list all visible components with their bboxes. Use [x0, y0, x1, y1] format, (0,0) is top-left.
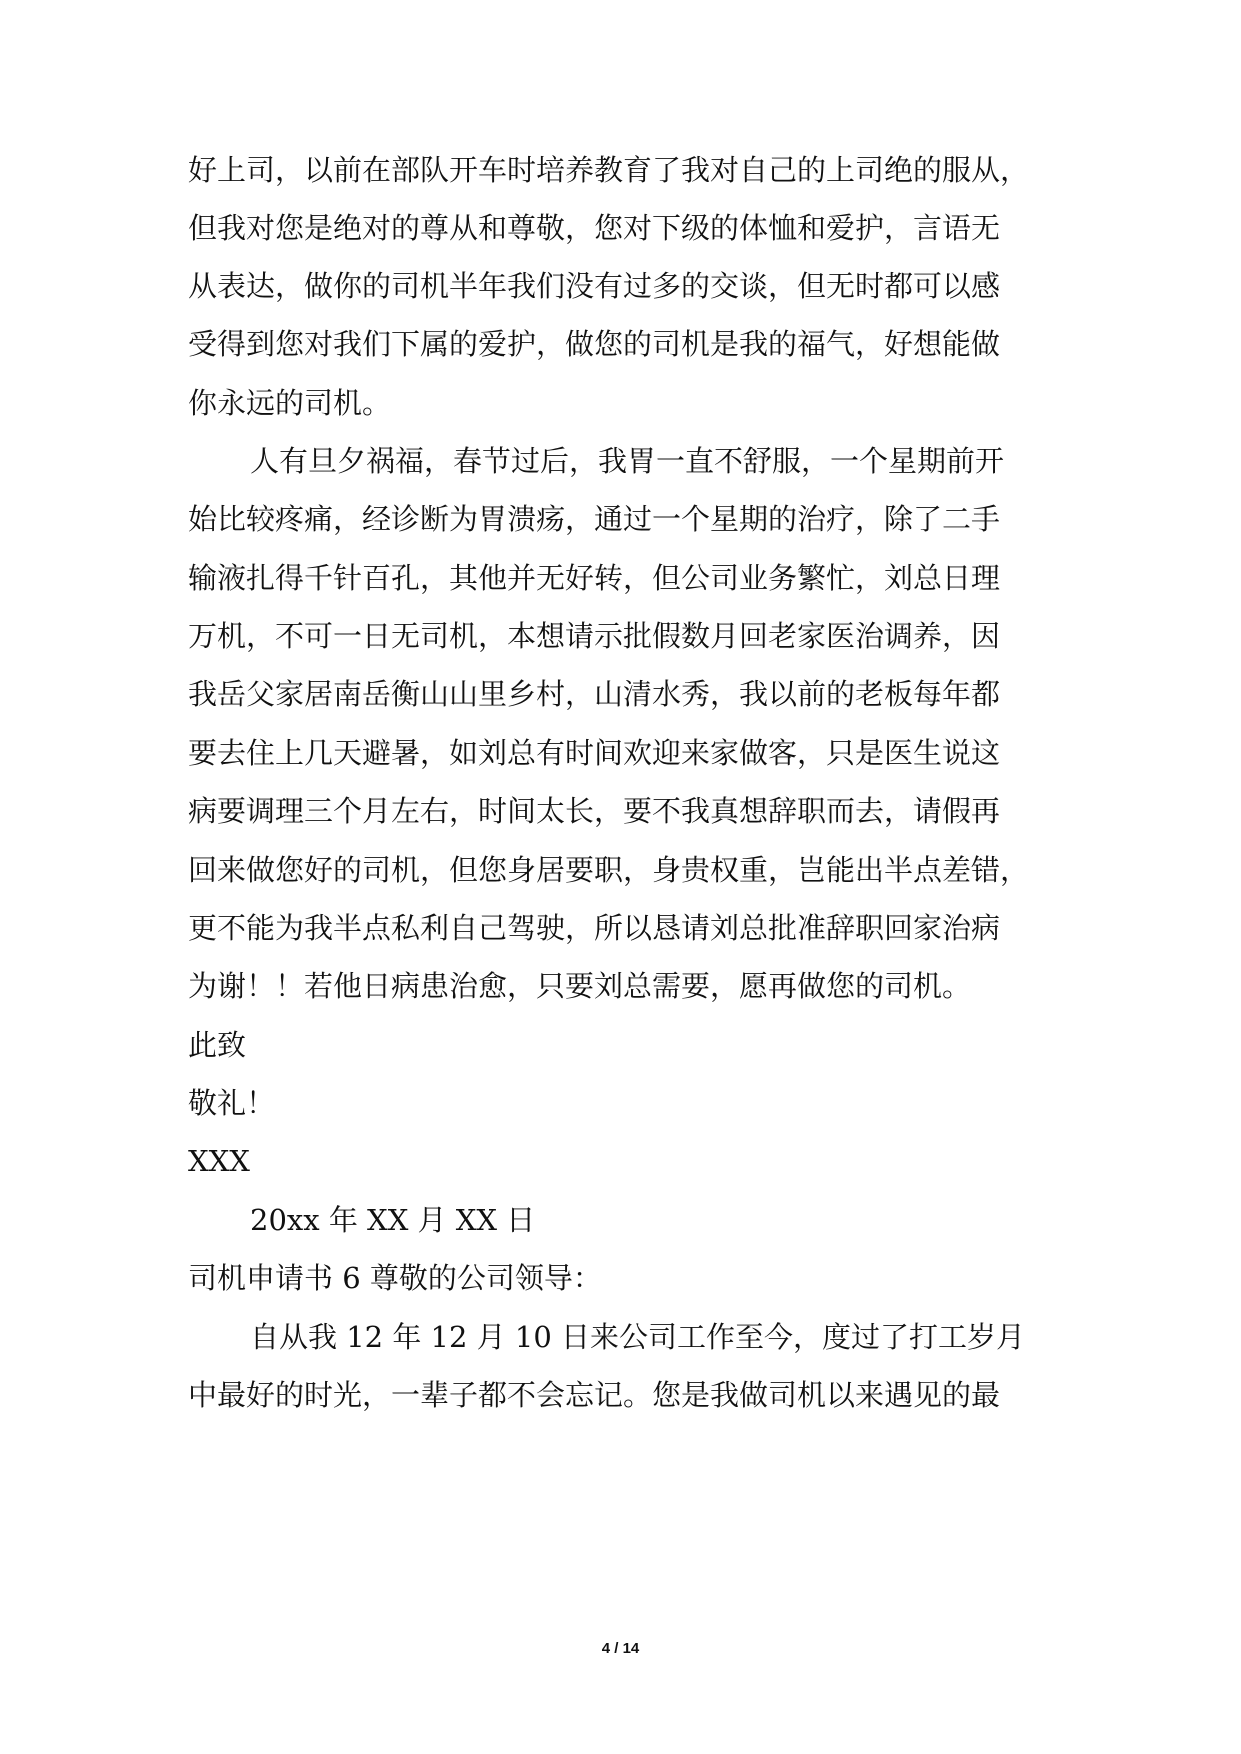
date-line: 20xx 年 XX 月 XX 日	[250, 1203, 536, 1237]
closing-line: 敬礼！	[188, 1086, 276, 1120]
text-line: 输液扎得千针百孔，其他并无好转，但公司业务繁忙，刘总日理	[188, 561, 1001, 595]
text-line: 要去住上几天避暑，如刘总有时间欢迎来家做客，只是医生说这	[188, 736, 1001, 770]
paragraph-start-line: 人有旦夕祸福，春节过后，我胃一直不舒服，一个星期前开	[250, 444, 1005, 478]
text-line: 病要调理三个月左右，时间太长，要不我真想辞职而去，请假再	[188, 794, 1001, 828]
salutation-line: 此致	[188, 1028, 247, 1062]
text-line: 为谢！！若他日病患治愈，只要刘总需要，愿再做您的司机。	[188, 969, 972, 1003]
text-line: 好上司，以前在部队开车时培养教育了我对自己的上司绝的服从，	[188, 153, 1030, 187]
paragraph-start-line: 自从我 12 年 12 月 10 日来公司工作至今，度过了打工岁月	[250, 1320, 1026, 1354]
text-line: 更不能为我半点私利自己驾驶，所以恳请刘总批准辞职回家治病	[188, 911, 1001, 945]
text-line: 你永远的司机。	[188, 386, 392, 420]
section-heading-line: 司机申请书 6 尊敬的公司领导：	[188, 1261, 602, 1295]
text-line: 回来做您好的司机，但您身居要职，身贵权重，岂能出半点差错，	[188, 853, 1030, 887]
text-line: 万机，不可一日无司机，本想请示批假数月回老家医治调养，因	[188, 619, 1001, 653]
text-line: 中最好的时光，一辈子都不会忘记。您是我做司机以来遇见的最	[188, 1378, 1001, 1412]
text-line: 从表达，做你的司机半年我们没有过多的交谈，但无时都可以感	[188, 269, 1001, 303]
signature-line: XXX	[188, 1144, 250, 1178]
text-line: 始比较疼痛，经诊断为胃溃疡，通过一个星期的治疗，除了二手	[188, 502, 1001, 536]
text-line: 我岳父家居南岳衡山山里乡村，山清水秀，我以前的老板每年都	[188, 677, 1001, 711]
text-line: 受得到您对我们下属的爱护，做您的司机是我的福气，好想能做	[188, 327, 1001, 361]
page-number: 4 / 14	[601, 1640, 640, 1657]
text-line: 但我对您是绝对的尊从和尊敬，您对下级的体恤和爱护，言语无	[188, 211, 1001, 245]
